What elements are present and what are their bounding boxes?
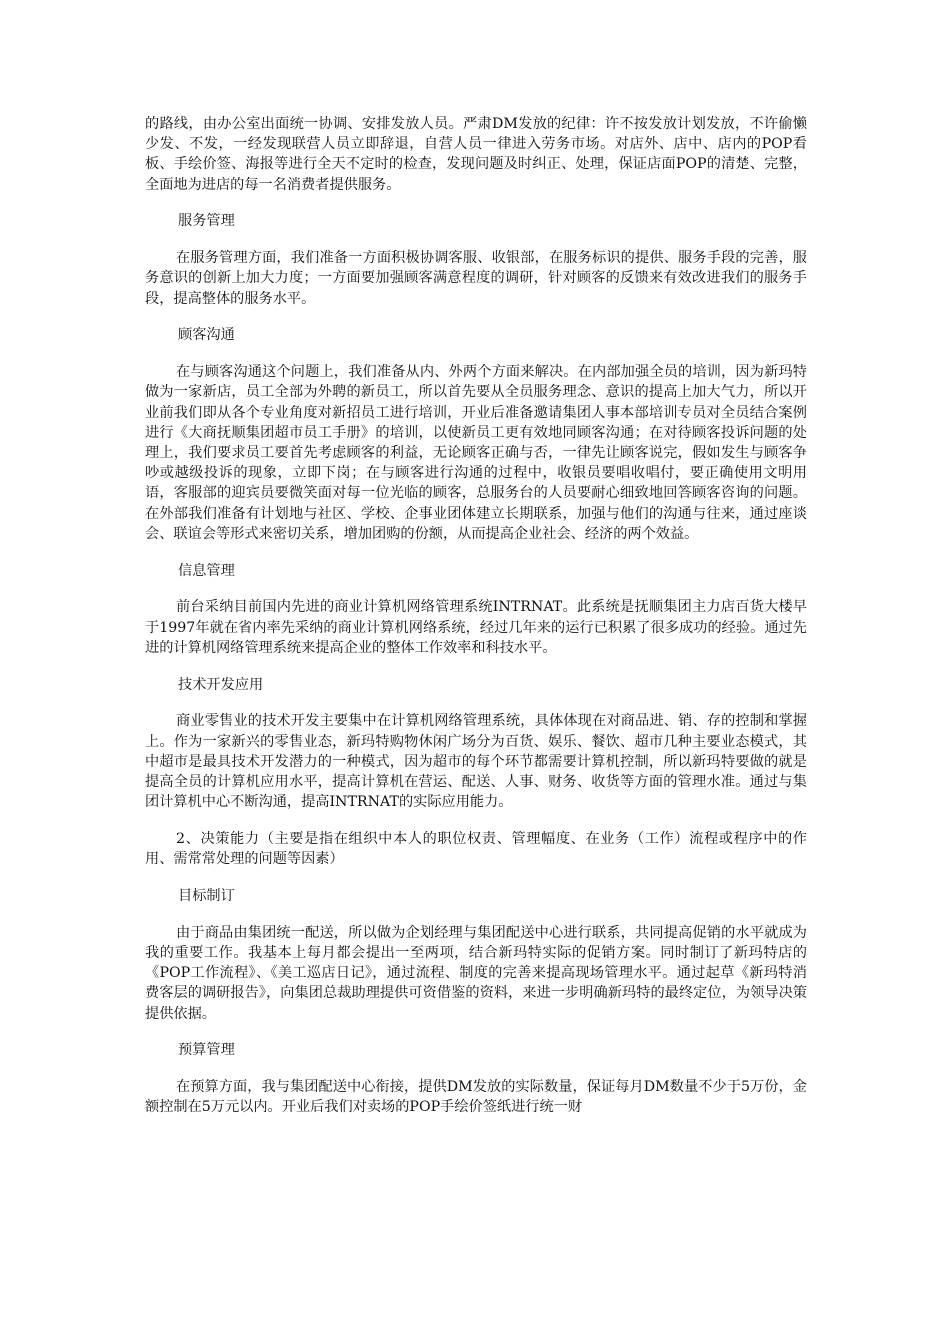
paragraph-technology-development: 商业零售业的技术开发主要集中在计算机网络管理系统，具体体现在对商品进、销、存的控制和掌握上。作为一家新兴的零售业态，新玛特购物休闲广场分为百货、娱乐、餐饮、超市几种主要业态模式，其中超市是最具技术开发潜力的一种模式，因为超市的每个环节都需要计算机控制，所以新玛特要做的就是提高全员的计算机应用水平，提高计算机在营运、配送、人事、财务、收货等方面的管理水准。通过与集团计算机中心不断沟通，提高INTRNAT的实际应用能力。 [145,713,807,811]
heading-information-management: 信息管理 [178,562,235,579]
paragraph-dm-distribution: 的路线，由办公室出面统一协调、安排发放人员。严肃DM发放的纪律：许不按发放计划发放，不许偷懒少发、不发，一经发现联营人员立即辞退，自营人员一律进入劳务市场。对店外、店中、店内的POP看板、手绘价签、海报等进行全天不定时的检查，发现问题及时纠正、处理，保证店面POP的清楚、完整，全面地为进店的每一名消费者提供服务。 [145,116,807,193]
heading-service-management: 服务管理 [178,213,235,230]
document-body [145,114,807,1134]
heading-technology-development: 技术开发应用 [178,676,264,693]
heading-budget-management: 预算管理 [178,1042,235,1059]
paragraph-information-management: 前台采纳目前国内先进的商业计算机网络管理系统INTRNAT。此系统是抚顺集团主力店百货大楼早于1997年就在省内率先采纳的商业计算机网络系统，经过几年来的运行已积累了很多成功的经验。通过先进的计算机网络管理系统来提高企业的整体工作效率和科技水平。 [145,599,807,656]
paragraph-customer-communication: 在与顾客沟通这个问题上，我们准备从内、外两个方面来解决。在内部加强全员的培训，因为新玛特做为一家新店，员工全部为外聘的新员工，所以首先要从全员服务理念、意识的提高上加大气力，所以开业前我们即从各个专业角度对新招员工进行培训，开业后准备邀请集团人事本部培训专员对全员结合案例进行《大商抚顺集团超市员工手册》的培训，以使新员工更有效地同顾客沟通；在对待顾客投诉问题的处理上，我们要求员工要首先考虑顾客的利益，无论顾客正确与否，一律先让顾客说完，假如发生与顾客争吵或越级投诉的现象，立即下岗；在与顾客进行沟通的过程中，收银员要唱收唱付，要正确使用文明用语，客服部的迎宾员要微笑面对每一位光临的顾客，总服务台的人员要耐心细致地回答顾客咨询的问题。在外部我们准备有计划地与社区、学校、企事业团体建立长期联系，加强与他们的沟通与往来，通过座谈会、联谊会等形式来密切关系，增加团购的份额，从而提高企业社会、经济的两个效益。 [145,364,807,542]
heading-customer-communication: 顾客沟通 [178,327,235,344]
paragraph-goal-setting: 由于商品由集团统一配送，所以做为企划经理与集团配送中心进行联系，共同提高促销的水平就成为我的重要工作。我基本上每月都会提出一至两项，结合新玛特实际的促销方案。同时制订了新玛特店的《POP工作流程》、《美工巡店日记》，通过流程、制度的完善来提高现场管理水平。通过起草《新玛特消费客层的调研报告》，向集团总裁助理提供可资借鉴的资料，来进一步明确新玛特的最终定位，为领导决策提供依据。 [145,924,807,1022]
paragraph-decision-ability: 2、决策能力（主要是指在组织中本人的职位权责、管理幅度、在业务（工作）流程或程序中的作用、需常常处理的问题等因素） [145,831,807,868]
paragraph-service-management: 在服务管理方面，我们准备一方面积极协调客服、收银部，在服务标识的提供、服务手段的完善，服务意识的创新上加大力度；一方面要加强顾客满意程度的调研，针对顾客的反馈来有效改进我们的服务手段，提高整体的服务水平。 [145,250,807,307]
heading-goal-setting: 目标制订 [178,888,235,905]
paragraph-budget-management: 在预算方面，我与集团配送中心衔接，提供DM发放的实际数量，保证每月DM数量不少于5万份，金额控制在5万元以内。开业后我们对卖场的POP手绘价签纸进行统一财 [145,1079,807,1116]
